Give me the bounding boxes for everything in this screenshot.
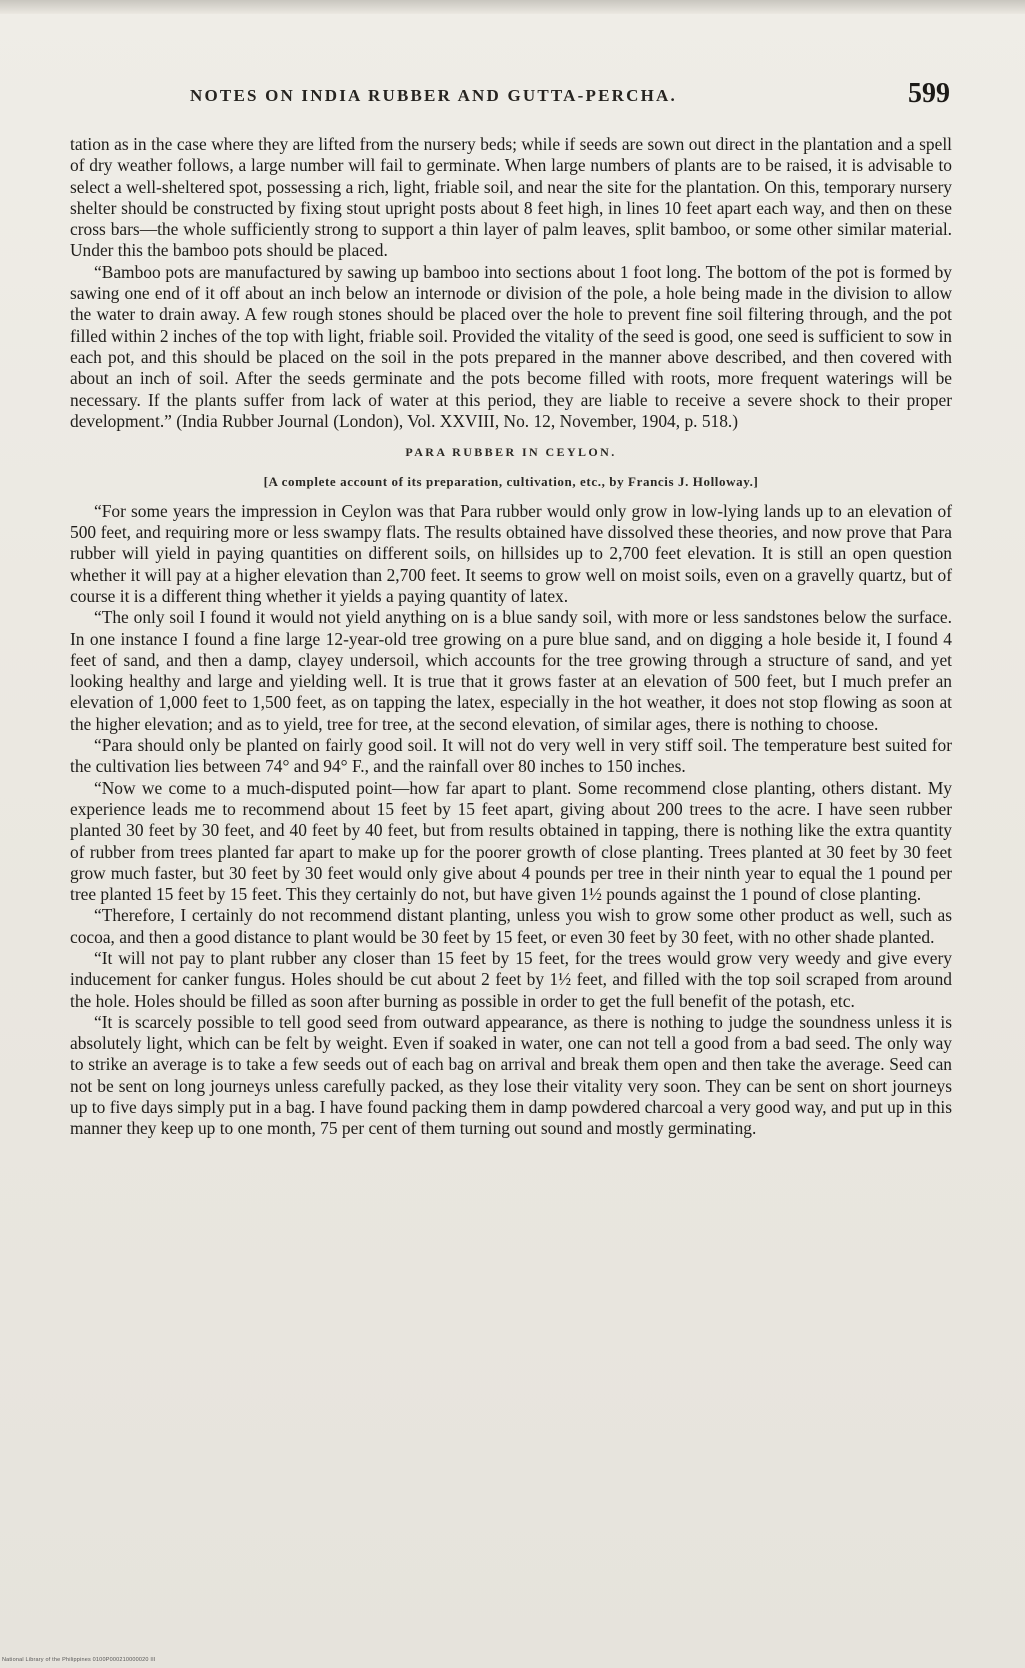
scan-footer: National Library of the Philippines 0100P000210000020 III [2, 1657, 156, 1663]
body-text [70, 134, 952, 1140]
page-header [190, 78, 950, 114]
section-title: PARA RUBBER IN CEYLON. [405, 445, 617, 460]
paragraph-temperature: “Para should only be planted on fairly good soil. It will not do very well in very stiff soil. The temperature best suited for the cultivation lies between 74° and 94° F., and the rainfall over 80 inches to 150 inches. [70, 735, 952, 777]
paragraph-distant-planting: “Therefore, I certainly do not recommend distant planting, unless you wish to grow some other product as well, such as cocoa, and then a good distance to plant would be 30 feet by 15 feet, or even 30 feet by 30 feet, with no other shade planted. [70, 905, 952, 947]
paragraph-bamboo-pots: “Bamboo pots are manufactured by sawing up bamboo into sections about 1 foot long. The bottom of the pot is formed by sawing one end of it off about an inch below an internode or division of the pole, a hole being made in the division to allow the water to drain away. A few rough stones should be placed over the hole to prevent fine soil filtering through, and the pot filled within 2 inches of the top with light, friable soil. Provided the vitality of the seed is good, one seed is sufficient to sow in each pot, and this should be placed on the soil in the pots prepared in the manner above described, and then covered with about an inch of soil. After the seeds germinate and the pots become filled with roots, more frequent waterings will be necessary. If the plants suffer from lack of water at this period, they are liable to receive a severe shock to their proper development.” (India Rubber Journal (London), Vol. XXVIII, No. 12, November, 1904, p. 518.) [70, 261, 952, 431]
paragraph-spacing: “Now we come to a much-disputed point—how far apart to plant. Some recommend close planting, others distant. My experience leads me to recommend about 15 feet by 15 feet apart, giving about 200 trees to the acre. I have seen rubber planted 30 feet by 30 feet, and 40 feet by 40 feet, but from results obtained in tapping, there is nothing like the extra quantity of rubber from trees planted far apart to make up for the poorer growth of close planting. Trees planted at 30 feet by 30 feet grow much faster, but 30 feet by 30 feet would only give about 4 pounds per tree in their ninth year to equal the 1 pound per tree planted 15 feet by 15 feet. This they certainly do not, but have given 1½ pounds against the 1 pound of close planting. [70, 777, 952, 905]
paragraph-seed: “It is scarcely possible to tell good seed from outward appearance, as there is nothing to judge the soundness unless it is absolutely light, which can be felt by weight. Even if soaked in water, one can not tell a good from a bad seed. The only way to strike an average is to take a few seeds out of each bag on arrival and break them open and then take the average. Seed can not be sent on long journeys unless carefully packed, as they lose their vitality very soon. They can be sent on short journeys up to five days simply put in a bag. I have found packing them in damp powdered charcoal a very good way, and put up in this manner they keep up to one month, 75 per cent of them turning out sound and mostly germinating. [70, 1011, 952, 1139]
page-number: 599 [908, 78, 950, 109]
paragraph-holes: “It will not pay to plant rubber any closer than 15 feet by 15 feet, for the trees would grow very weedy and give every inducement for canker fungus. Holes should be cut about 2 feet by 1½ feet, and filled with the top soil scraped from around the hole. Holes should be filled as soon after burning as possible in order to get the full benefit of the potash, etc. [70, 947, 952, 1011]
paragraph-soil: “The only soil I found it would not yield anything on is a blue sandy soil, with more or less sandstones below the surface. In one instance I found a fine large 12-year-old tree growing on a pure blue sand, and on digging a hole beside it, I found 4 feet of sand, and then a damp, clayey undersoil, which accounts for the tree growing through a structure of sand, and yet looking healthy and large and yielding well. It is true that it grows faster at an elevation of 500 feet, but I much prefer an elevation of 1,000 feet to 1,500 feet, as on tapping the latex, especially in the hot weather, it does not stop flowing as soon at the higher elevation; and as to yield, tree for tree, at the second elevation, of similar ages, there is nothing to choose. [70, 607, 952, 734]
scan-top-edge [0, 0, 1025, 14]
running-head: NOTES ON INDIA RUBBER AND GUTTA-PERCHA. [190, 86, 677, 105]
paragraph-elevation: “For some years the impression in Ceylon was that Para rubber would only grow in low-lying lands up to an elevation of 500 feet, and requiring more or less swampy flats. The results obtained have dissolved these theories, and now prove that Para rubber will yield in paying quantities on different soils, on hillsides up to 2,700 feet elevation. It is still an open question whether it will pay at a higher elevation than 2,700 feet. It seems to grow well on moist soils, even on a gravelly quartz, but of course it is a different thing whether it yields a paying quantity of latex. [70, 500, 952, 606]
paragraph-continuation: tation as in the case where they are lifted from the nursery beds; while if seeds are sown out direct in the plantation and a spell of dry weather follows, a large number will fail to germinate. When large numbers of plants are to be raised, it is advisable to select a well-sheltered spot, possessing a rich, light, friable soil, and near the site for the plantation. On this, temporary nursery shelter should be constructed by fixing stout upright posts about 8 feet high, in lines 10 feet apart each way, and then on these cross bars—the whole sufficiently strong to support a thin layer of palm leaves, split bamboo, or some other similar material. Under this the bamboo pots should be placed. [70, 134, 952, 261]
section-subtitle: [A complete account of its preparation, cultivation, etc., by Francis J. Holloway.] [263, 474, 759, 490]
